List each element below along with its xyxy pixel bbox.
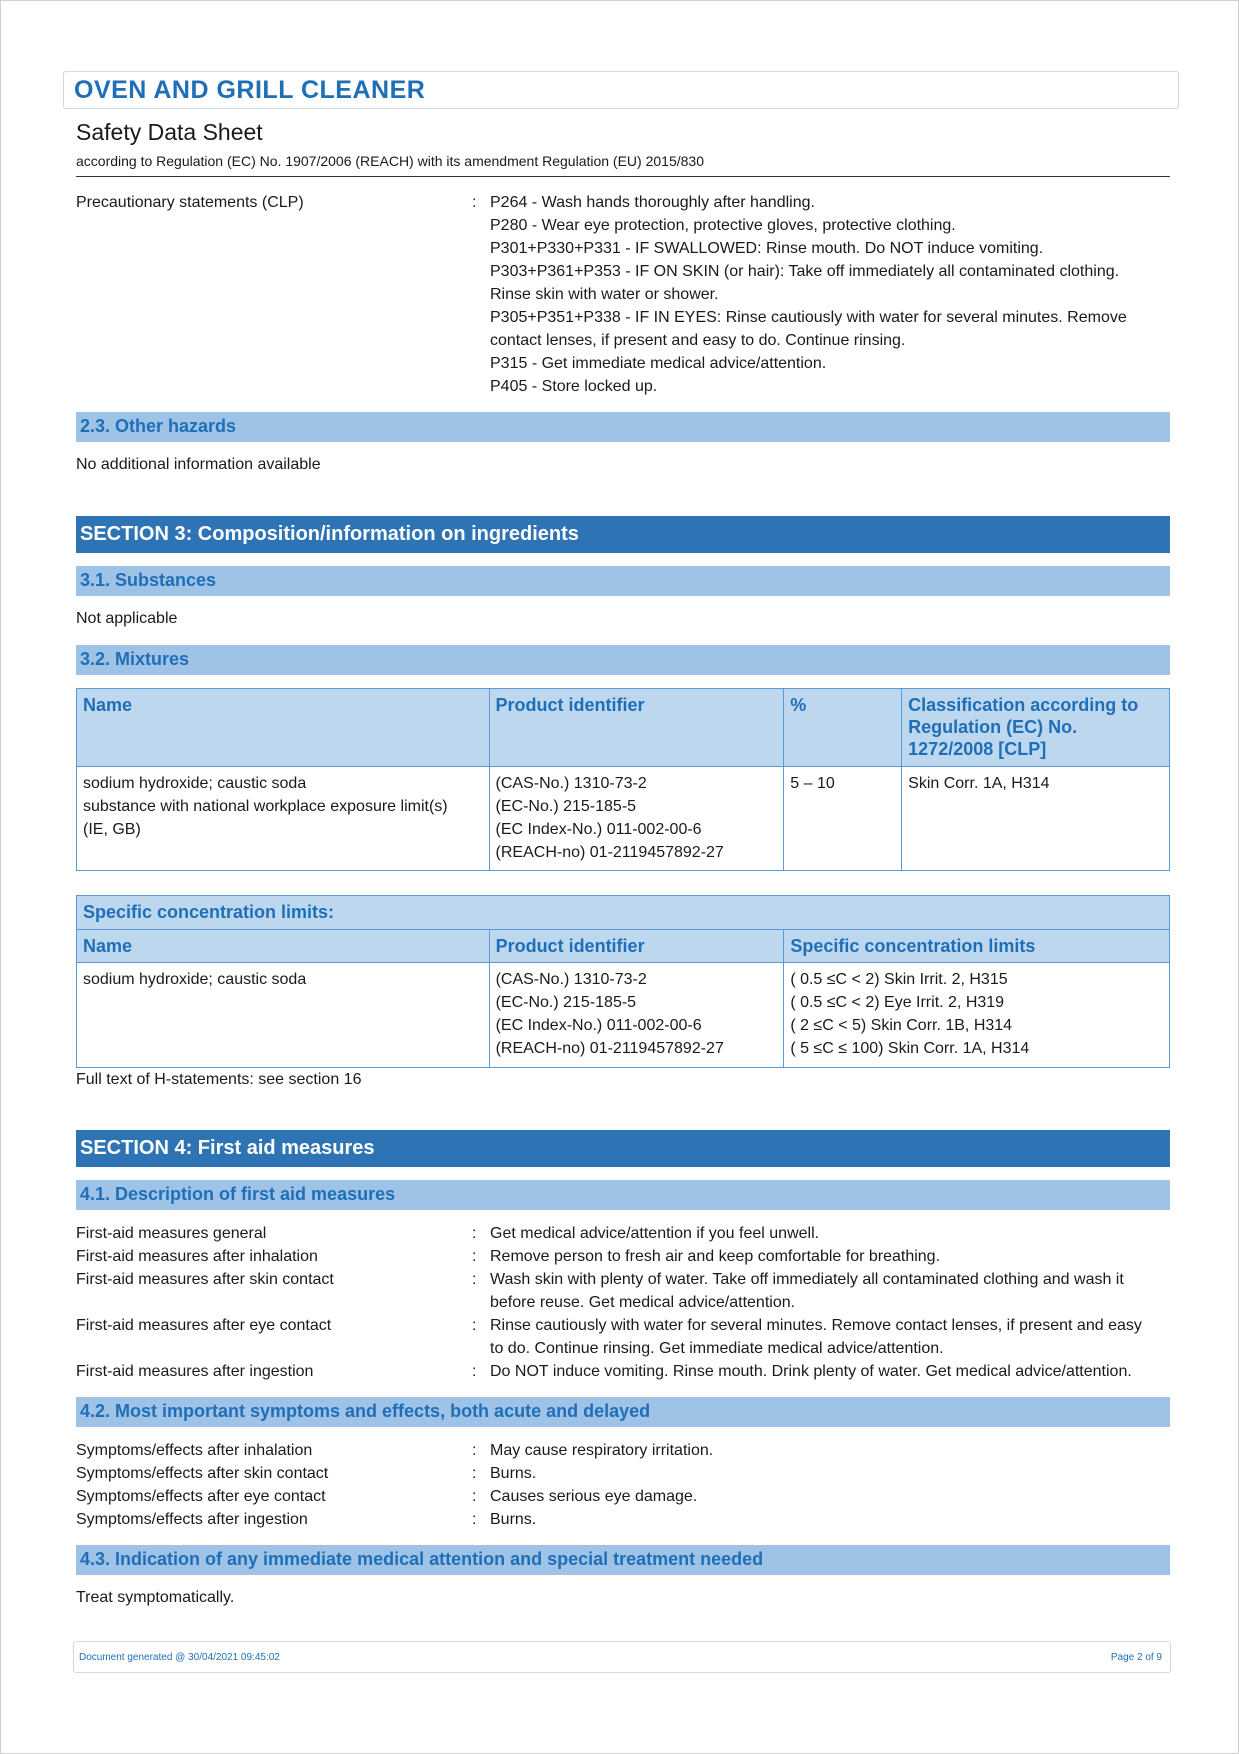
substance-name-cell: sodium hydroxide; caustic soda bbox=[77, 963, 490, 1068]
subsection-3-1-heading bbox=[76, 566, 1170, 596]
page-number: Page 2 of 9 bbox=[1110, 1652, 1162, 1663]
field-label: First-aid measures after eye contact bbox=[76, 1317, 332, 1334]
subsection-3-2-heading bbox=[76, 645, 1170, 675]
precaution-line: P303+P361+P353 - IF ON SKIN (or hair): Take off immediately all contaminated clothing. bbox=[490, 263, 1120, 280]
subsection-2-3-heading bbox=[76, 412, 1170, 442]
classification-cell: Skin Corr. 1A, H314 bbox=[902, 767, 1170, 871]
field-colon: : bbox=[472, 1363, 477, 1380]
precaution-line: P280 - Wear eye protection, protective gloves, protective clothing. bbox=[490, 217, 956, 234]
cell-line: ( 2 ≤C < 5) Skin Corr. 1B, H314 bbox=[790, 1017, 1013, 1034]
table-title-row bbox=[77, 896, 1170, 930]
regulation-subtitle: according to Regulation (EC) No. 1907/2006 (REACH) with its amendment Regulation (EU) 2015/830 bbox=[76, 153, 704, 169]
value-line: Rinse cautiously with water for several minutes. Remove contact lenses, if present and easy bbox=[490, 1317, 1142, 1334]
field-value bbox=[490, 1245, 1170, 1268]
field-label: First-aid measures after inhalation bbox=[76, 1248, 318, 1265]
column-header: % bbox=[784, 689, 902, 767]
cell-line: (EC Index-No.) 011-002-00-6 bbox=[495, 1017, 702, 1034]
field-label: Symptoms/effects after inhalation bbox=[76, 1442, 313, 1459]
field-colon: : bbox=[472, 1317, 477, 1334]
field-colon: : bbox=[472, 1225, 477, 1242]
value-line: Get medical advice/attention if you feel unwell. bbox=[490, 1225, 820, 1242]
field-label: Symptoms/effects after eye contact bbox=[76, 1488, 326, 1505]
field-label: First-aid measures general bbox=[76, 1225, 267, 1242]
table-row bbox=[77, 767, 1170, 871]
column-header: Name bbox=[77, 689, 490, 767]
column-header: Classification according to Regulation (EC) No. 1272/2008 [CLP] bbox=[902, 689, 1170, 767]
column-header: Specific concentration limits bbox=[784, 930, 1170, 963]
precaution-line: P305+P351+P338 - IF IN EYES: Rinse cautiously with water for several minutes. Remove bbox=[490, 309, 1127, 326]
treatment-text: Treat symptomatically. bbox=[76, 1589, 235, 1606]
value-line: Burns. bbox=[490, 1465, 537, 1482]
field-value bbox=[490, 1485, 1170, 1508]
field-value bbox=[490, 1268, 1170, 1314]
section-3-heading bbox=[76, 516, 1170, 553]
field-colon: : bbox=[472, 1465, 477, 1482]
field-colon: : bbox=[472, 1488, 477, 1505]
product-identifier-cell bbox=[489, 963, 784, 1068]
table-row bbox=[77, 963, 1170, 1068]
field-colon: : bbox=[472, 194, 477, 211]
precaution-line: P301+P330+P331 - IF SWALLOWED: Rinse mouth. Do NOT induce vomiting. bbox=[490, 240, 1044, 257]
section-title: SECTION 4: First aid measures bbox=[80, 1137, 375, 1159]
percent-cell: 5 – 10 bbox=[784, 767, 902, 871]
subsection-4-1-heading bbox=[76, 1180, 1170, 1210]
field-colon: : bbox=[472, 1442, 477, 1459]
section-title: SECTION 3: Composition/information on ingredients bbox=[80, 523, 579, 545]
specific-concentration-limits-table bbox=[76, 895, 1170, 1068]
field-label: Symptoms/effects after skin contact bbox=[76, 1465, 329, 1482]
column-header: Name bbox=[77, 930, 490, 963]
substances-text: Not applicable bbox=[76, 610, 178, 627]
mixtures-table bbox=[76, 688, 1170, 871]
field-label: First-aid measures after skin contact bbox=[76, 1271, 334, 1288]
subsection-4-3-heading bbox=[76, 1545, 1170, 1575]
field-value bbox=[490, 1462, 1170, 1485]
precaution-line: P405 - Store locked up. bbox=[490, 378, 658, 395]
concentration-limits-cell bbox=[784, 963, 1170, 1068]
field-value bbox=[490, 1314, 1170, 1360]
precaution-line: Rinse skin with water or shower. bbox=[490, 286, 719, 303]
cell-line: substance with national workplace exposure limit(s) bbox=[83, 798, 448, 815]
cell-line: ( 5 ≤C ≤ 100) Skin Corr. 1A, H314 bbox=[790, 1040, 1030, 1057]
field-value bbox=[490, 1439, 1170, 1462]
value-line: Causes serious eye damage. bbox=[490, 1488, 698, 1505]
value-line: Do NOT induce vomiting. Rinse mouth. Drink plenty of water. Get medical advice/attention. bbox=[490, 1363, 1132, 1380]
product-title-box bbox=[63, 71, 1179, 109]
table-title: Specific concentration limits: bbox=[77, 896, 1170, 930]
field-label: Symptoms/effects after ingestion bbox=[76, 1511, 308, 1528]
cell-line: (REACH-no) 01-2119457892-27 bbox=[495, 1040, 724, 1057]
product-title: OVEN AND GRILL CLEANER bbox=[74, 76, 426, 104]
value-line: before reuse. Get medical advice/attention. bbox=[490, 1294, 796, 1311]
field-colon: : bbox=[472, 1248, 477, 1265]
field-value bbox=[490, 1222, 1170, 1245]
column-header: Product identifier bbox=[489, 689, 784, 767]
value-line: Remove person to fresh air and keep comfortable for breathing. bbox=[490, 1248, 941, 1265]
field-value bbox=[490, 1508, 1170, 1531]
cell-line: (EC-No.) 215-185-5 bbox=[495, 994, 637, 1011]
page-footer bbox=[73, 1641, 1171, 1673]
precautionary-label: Precautionary statements (CLP) bbox=[76, 194, 304, 211]
header-divider bbox=[76, 176, 1170, 177]
table-header-row bbox=[77, 930, 1170, 963]
subsection-title: 4.1. Description of first aid measures bbox=[80, 1184, 396, 1204]
cell-line: (CAS-No.) 1310-73-2 bbox=[495, 775, 647, 792]
subsection-title: 3.2. Mixtures bbox=[80, 649, 190, 669]
cell-line: sodium hydroxide; caustic soda bbox=[83, 775, 307, 792]
subsection-4-2-heading bbox=[76, 1397, 1170, 1427]
cell-line: (IE, GB) bbox=[83, 821, 141, 838]
substance-name-cell bbox=[77, 767, 490, 871]
value-line: Burns. bbox=[490, 1511, 537, 1528]
product-identifier-cell bbox=[489, 767, 784, 871]
precautionary-values bbox=[490, 191, 1170, 398]
other-hazards-text: No additional information available bbox=[76, 456, 321, 473]
table-header-row bbox=[77, 689, 1170, 767]
column-header: Product identifier bbox=[489, 930, 784, 963]
document-title: Safety Data Sheet bbox=[76, 119, 263, 145]
precaution-line: P315 - Get immediate medical advice/attention. bbox=[490, 355, 827, 372]
value-line: Wash skin with plenty of water. Take off immediately all contaminated clothing and wash it bbox=[490, 1271, 1124, 1288]
section-4-heading bbox=[76, 1130, 1170, 1167]
generated-timestamp: Document generated @ 30/04/2021 09:45:02 bbox=[79, 1652, 280, 1663]
subsection-title: 4.3. Indication of any immediate medical attention and special treatment needed bbox=[80, 1549, 764, 1569]
field-value bbox=[490, 1360, 1170, 1383]
cell-line: (EC Index-No.) 011-002-00-6 bbox=[495, 821, 702, 838]
subsection-title: 3.1. Substances bbox=[80, 570, 217, 590]
cell-line: (CAS-No.) 1310-73-2 bbox=[495, 971, 647, 988]
field-colon: : bbox=[472, 1511, 477, 1528]
cell-line: (REACH-no) 01-2119457892-27 bbox=[495, 844, 724, 861]
precaution-line: P264 - Wash hands thoroughly after handling. bbox=[490, 194, 815, 211]
cell-line: ( 0.5 ≤C < 2) Eye Irrit. 2, H319 bbox=[790, 994, 1005, 1011]
cell-line: ( 0.5 ≤C < 2) Skin Irrit. 2, H315 bbox=[790, 971, 1008, 988]
field-colon: : bbox=[472, 1271, 477, 1288]
value-line: to do. Continue rinsing. Get immediate medical advice/attention. bbox=[490, 1340, 944, 1357]
subsection-title: 2.3. Other hazards bbox=[80, 416, 237, 436]
h-statements-note: Full text of H-statements: see section 16 bbox=[76, 1071, 362, 1088]
subsection-title: 4.2. Most important symptoms and effects, both acute and delayed bbox=[80, 1401, 651, 1421]
field-label: First-aid measures after ingestion bbox=[76, 1363, 314, 1380]
precaution-line: contact lenses, if present and easy to do. Continue rinsing. bbox=[490, 332, 906, 349]
value-line: May cause respiratory irritation. bbox=[490, 1442, 714, 1459]
cell-line: (EC-No.) 215-185-5 bbox=[495, 798, 637, 815]
